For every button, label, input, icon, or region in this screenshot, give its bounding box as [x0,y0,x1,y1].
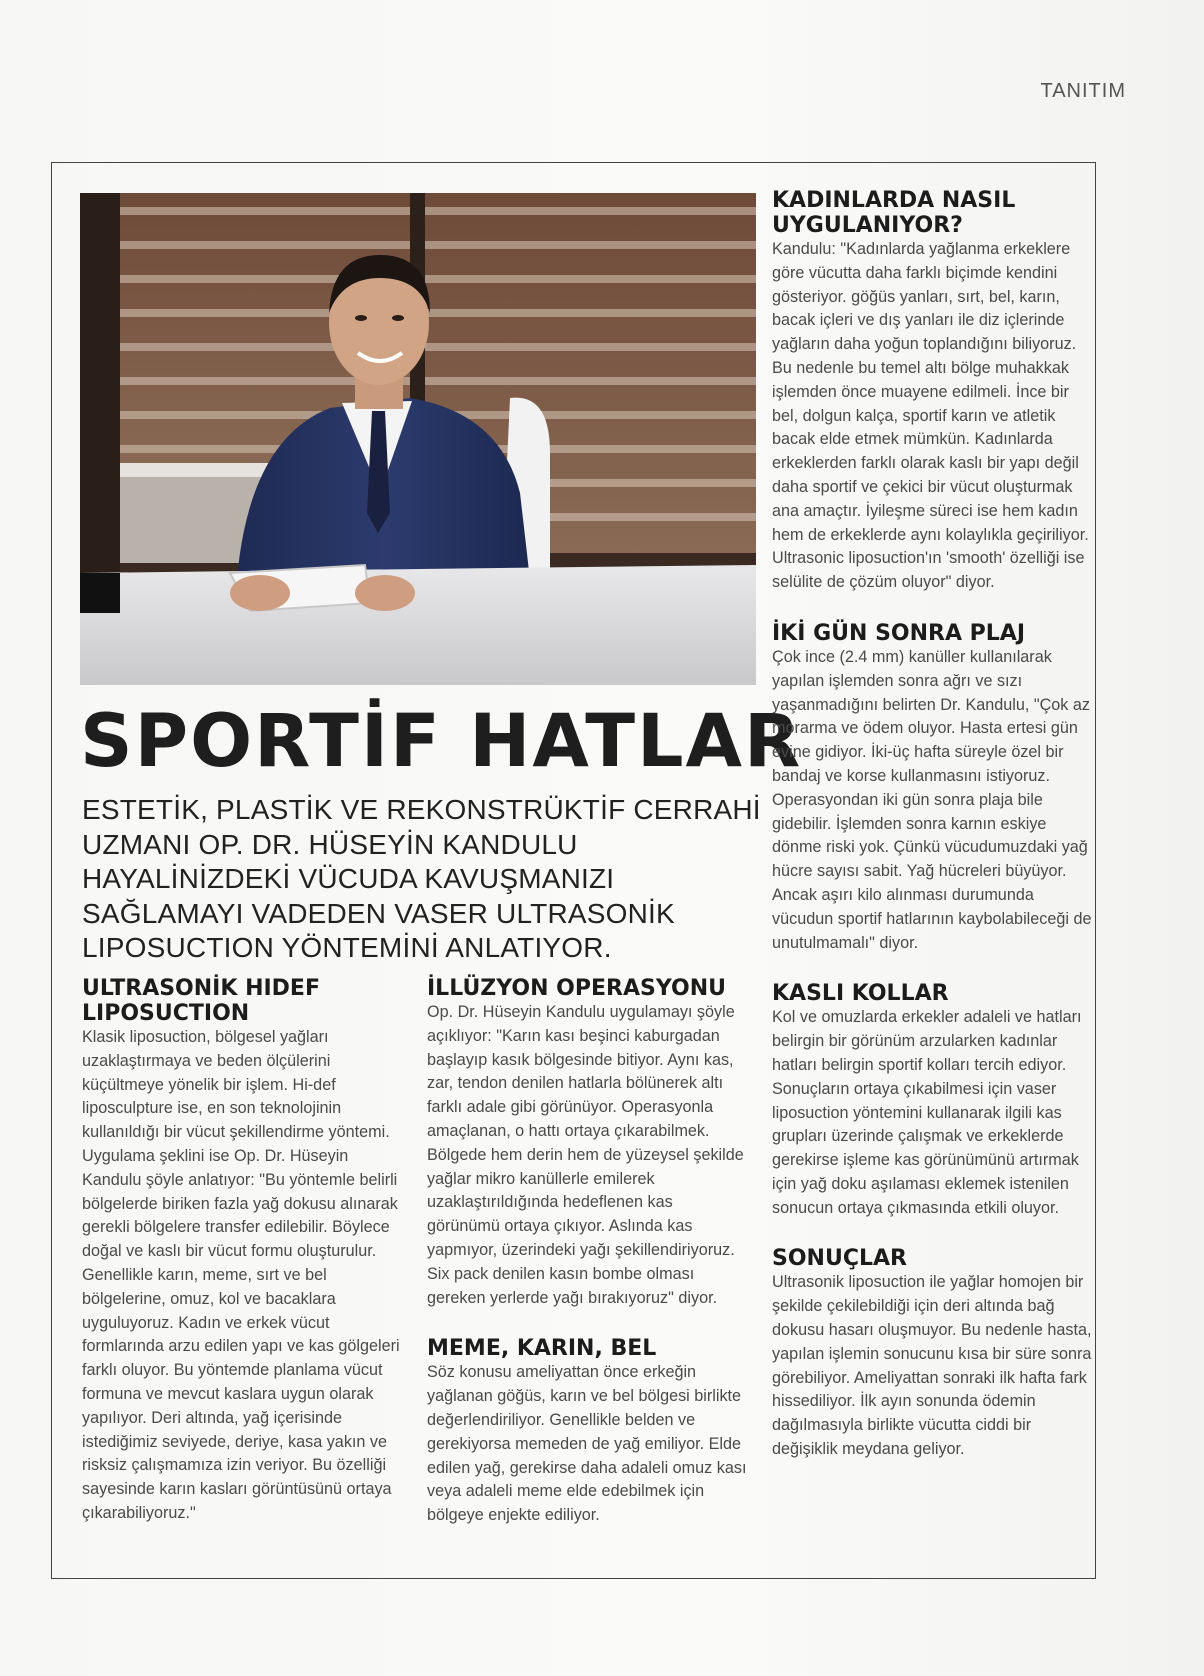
section-body-kadinlarda: Kandulu: "Kadınlarda yağlanma erkeklere göre vücutta daha farklı biçimde kendini gösteriyor. göğüs yanları, sırt, bel, karın, bacak içleri ve dış yanları ile diz içlerinde yağların daha yoğun toplandığını biliyoruz. Bu nedenle bu temel altı bölge muhakkak işlemden önce muayene edilmeli. İnce bir bel, dolgun kalça, sportif karın ve atletik bacak elde etmek mümkün. Kadınlarda erkeklerden farklı olarak kaslı bir yapı değil daha sportif ve çekici bir vücut oluşturmak ana amaçtır. İyileşme süreci ise hem kadın hem de erkeklerde aynı kolaylıkla geçiriliyor. Ultrasonic liposuction'ın 'smooth' özelliği ise selülite de çözüm oluyor" diyor. [772,240,1089,592]
section-title-sonuclar: SONUÇLAR [772,1246,907,1272]
section-body-illuzyon: Op. Dr. Hüseyin Kandulu uygulamayı şöyle açıklıyor: "Karın kası beşinci kaburgadan başlayıp kasık bölgesinde bitiyor. Aynı kas, zar, tendon denilen hatlarla bölünerek altı farklı adale gibi görünüyor. Operasyonla amaçlanan, o hattı ortaya çıkarabilmek. Bölgede hem derin hem de yüzeysel şekilde yağlar mikro kanüllerle emilerek uzaklaştırıldığında hedeflenen kas görünümü ortaya çıkıyor. Aslında kas yapmıyor, üzerindeki yağı şekillendiriyoruz. Six pack denilen kasın bombe olması gereken yerlerde yağı bırakıyoruz" diyor. [427,1003,744,1307]
column-right [772,188,1097,1462]
headline: SPORTİF HATLAR [80,699,803,784]
section-body-ultrasonik: Klasik liposuction, bölgesel yağları uzaklaştırmaya ve beden ölçülerini küçültmeye yönelik bir işlem. Hi-def liposculpture ise, en son teknolojinin kullanıldığı bir vücut şekillendirme yöntemi. Uygulama şeklini ise Op. Dr. Hüseyin Kandulu şöyle anlatıyor: "Bu yöntemle belirli bölgelerde biriken fazla yağ dokusu alınarak gerekli bölgelere transfer edilebilir. Böylece doğal ve kaslı bir vücut formu oluşturulur. Genellikle karın, meme, sırt ve bel bölgelerine, omuz, kol ve bacaklara uyguluyoruz. Kadın ve erkek vücut formlarında arzu edilen yapı ve kas gölgeleri farklı oluyor. Bu yöntemde planlama vücut formuna ve mevcut kaslara uygun olarak yapılıyor. Deri altında, yağ içerisinde istediğimiz seviyede, deriye, kasa yakın ve risksiz çalışmamıza izin veriyor. Bu özelliği sayesinde karın kasları görüntüsünü ortaya çıkarabiliyoruz." [82,1028,400,1522]
section-title-ikigun: İKİ GÜN SONRA PLAJ [772,620,1026,646]
section-body-kasli: Kol ve omuzlarda erkekler adaleli ve hatları belirgin bir görünüm arzularken kadınlar hatları belirgin sportif kolları tercih ediyor. Sonuçların ortaya çıkabilmesi için vaser liposuction yöntemini kullanarak ilgili kas grupları üzerinde çalışmak ve erkeklerde gerekirse işleme kas görünümünü artırmak için yağ doku aşılaması eklemek istenilen sonucun ortaya çıkmasında etkili oluyor. [772,1008,1082,1217]
column-middle [427,976,749,1528]
section-title-kasli: KASLI KOLLAR [772,981,949,1007]
section-title-meme: MEME, KARIN, BEL [427,1336,657,1362]
column-left [82,976,400,1526]
section-body-sonuclar: Ultrasonik liposuction ile yağlar homojen bir şekilde çekilebildiği için deri altında bağ dokusu hasarı oluşmuyor. Bu nedenle hasta, yapılan işlemin sonucunu kısa bir süre sonra görebiliyor. Ameliyattan sonraki ilk hafta fark hissediliyor. İlk ayın sonunda ödemin dağılmasıyla birlikte vücutta ciddi bir değişiklik meydana geliyor. [772,1273,1092,1459]
section-body-meme: Söz konusu ameliyattan önce erkeğin yağlanan göğüs, karın ve bel bölgesi birlikte değerlendiriliyor. Genellikle belden ve gerekiyorsa memeden de yağ emiliyor. Elde edilen yağ, gerekirse daha adaleli omuz kası veya adaleli meme elde edebilmek için bölgeye enjekte ediliyor. [427,1363,747,1525]
doctor-photo-illustration [80,193,756,685]
section-title-kadinlarda: KADINLARDA NASIL UYGULANIYOR? [772,188,1016,238]
section-tag: TANITIM [1040,80,1126,102]
section-title-ultrasonik: ULTRASONİK HIDEF LIPOSUCTION [82,976,320,1026]
section-body-ikigun: Çok ince (2.4 mm) kanüller kullanılarak yapılan işlemden sonra ağrı ve sızı yaşanmadığını belirten Dr. Kandulu, "Çok az morarma ve ödem oluyor. Hasta ertesi gün evine gidiyor. İki-üç hafta süreyle özel bir bandaj ve korse kullanmasını istiyoruz. Operasyondan iki gün sonra plaja bile gidebilir. İşlemden sonra karnın eskiye dönme riski yok. Çünkü vücudumuzdaki yağ hücre sayısı sabit. Yağ hücreleri büyüyor. Ancak aşırı kilo alınması durumunda vücudun sportif hatlarının kaybolabileceği de unutulmamalı" diyor. [772,647,1092,952]
subheadline: ESTETİK, PLASTİK VE REKONSTRÜKTİF CERRAHİ UZMANI OP. DR. HÜSEYİN KANDULU HAYALİNİZDEKİ VÜCUDA KAVUŞMANIZI SAĞLAMAYI VADEDEN VASER ULTRASONİK LIPOSUCTION YÖNTEMİNİ ANLATIYOR. [82,794,761,963]
section-title-illuzyon: İLLÜZYON OPERASYONU [427,976,726,1001]
doctor-photo [80,193,756,685]
